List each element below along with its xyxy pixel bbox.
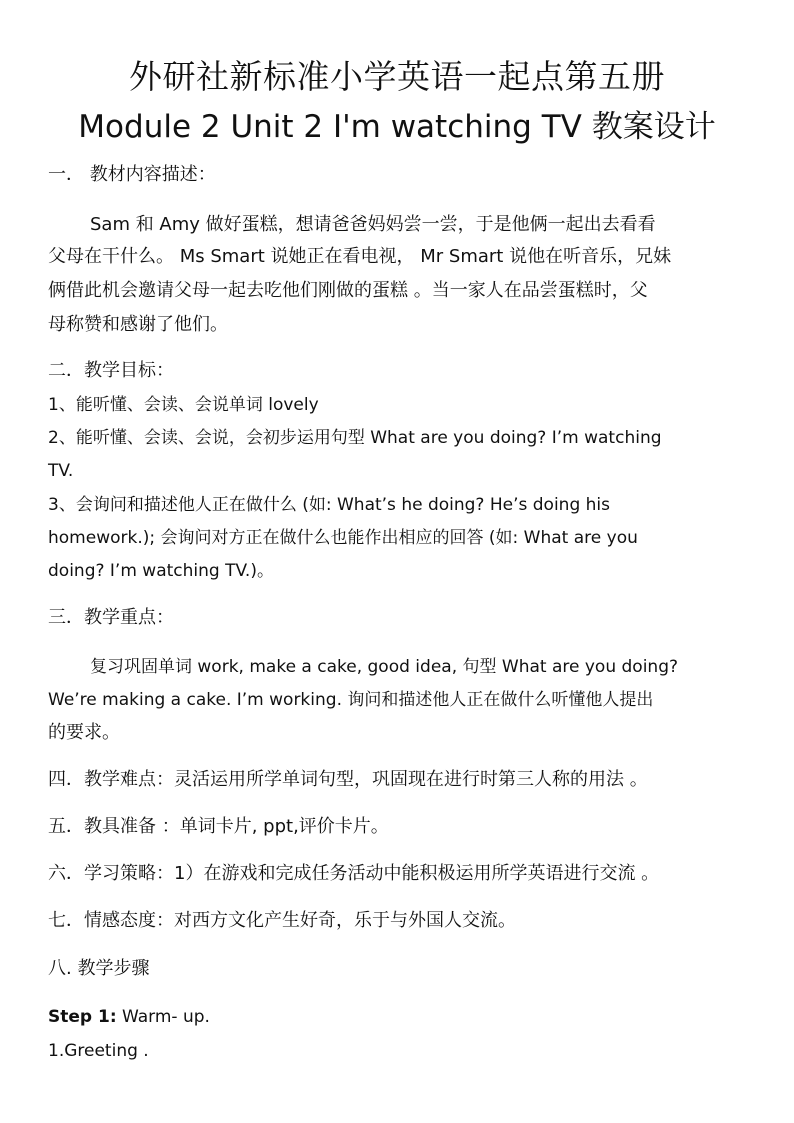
step1-line: [48, 1004, 750, 1030]
section2-heading: 二．教学目标：: [48, 360, 174, 381]
section1-para-line4: 母称赞和感谢了他们。: [48, 314, 228, 335]
section3-para-line3: 的要求。: [48, 722, 120, 743]
document-title-line1: 外研社新标准小学英语一起点第五册: [129, 57, 665, 96]
section7-line: 七．情感态度：对西方文化产生好奇，乐于与外国人交流。: [48, 910, 516, 931]
step1-item: 1.Greeting .: [48, 1041, 149, 1061]
section2-line4: 3、会询问和描述他人正在做什么 (如: What’s he doing? He’s doing his: [48, 495, 611, 515]
section2-line1: 1、能听懂、会读、会说单词 lovely: [48, 395, 319, 415]
document-title-line2: Module 2 Unit 2 I'm watching TV 教案设计: [78, 109, 716, 145]
section2-line2: 2、能听懂、会读、会说，会初步运用句型 What are you doing? I’m watching: [48, 428, 662, 448]
section3-heading: 三．教学重点：: [48, 607, 174, 628]
section3-para-line1: 复习巩固单词 work, make a cake, good idea, 句型 What are you doing?: [90, 657, 679, 677]
section1-heading: 一． 教材内容描述：: [48, 164, 216, 185]
section1-para-line3: 俩借此机会邀请父母一起去吃他们刚做的蛋糕 。当一家人在品尝蛋糕时，父: [48, 280, 648, 301]
section2-line5: homework.); 会询问对方正在做什么也能作出相应的回答 (如: What are you: [48, 528, 638, 548]
section5-line: 五．教具准备 ：单词卡片, ppt,评价卡片。: [48, 816, 389, 837]
section8-heading: 八. 教学步骤: [48, 958, 150, 979]
section1-para-line1: Sam 和 Amy 做好蛋糕，想请爸爸妈妈尝一尝，于是他俩一起出去看看: [90, 214, 656, 235]
section6-line: 六．学习策略：1）在游戏和完成任务活动中能积极运用所学英语进行交流 。: [48, 863, 660, 884]
section1-para-line2: 父母在干什么。 Ms Smart 说她正在看电视， Mr Smart 说他在听音乐，兄妹: [48, 246, 672, 267]
step1-text: Warm- up.: [116, 1007, 210, 1027]
section2-line6: doing? I’m watching TV.)。: [48, 561, 274, 581]
section2-line3: TV.: [48, 461, 74, 481]
section4-line: 四．教学难点：灵活运用所学单词句型，巩固现在进行时第三人称的用法 。: [48, 769, 648, 790]
step1-label: Step 1:: [48, 1007, 117, 1027]
section3-para-line2: We’re making a cake. I’m working. 询问和描述他人正在做什么听懂他人提出: [48, 690, 654, 710]
